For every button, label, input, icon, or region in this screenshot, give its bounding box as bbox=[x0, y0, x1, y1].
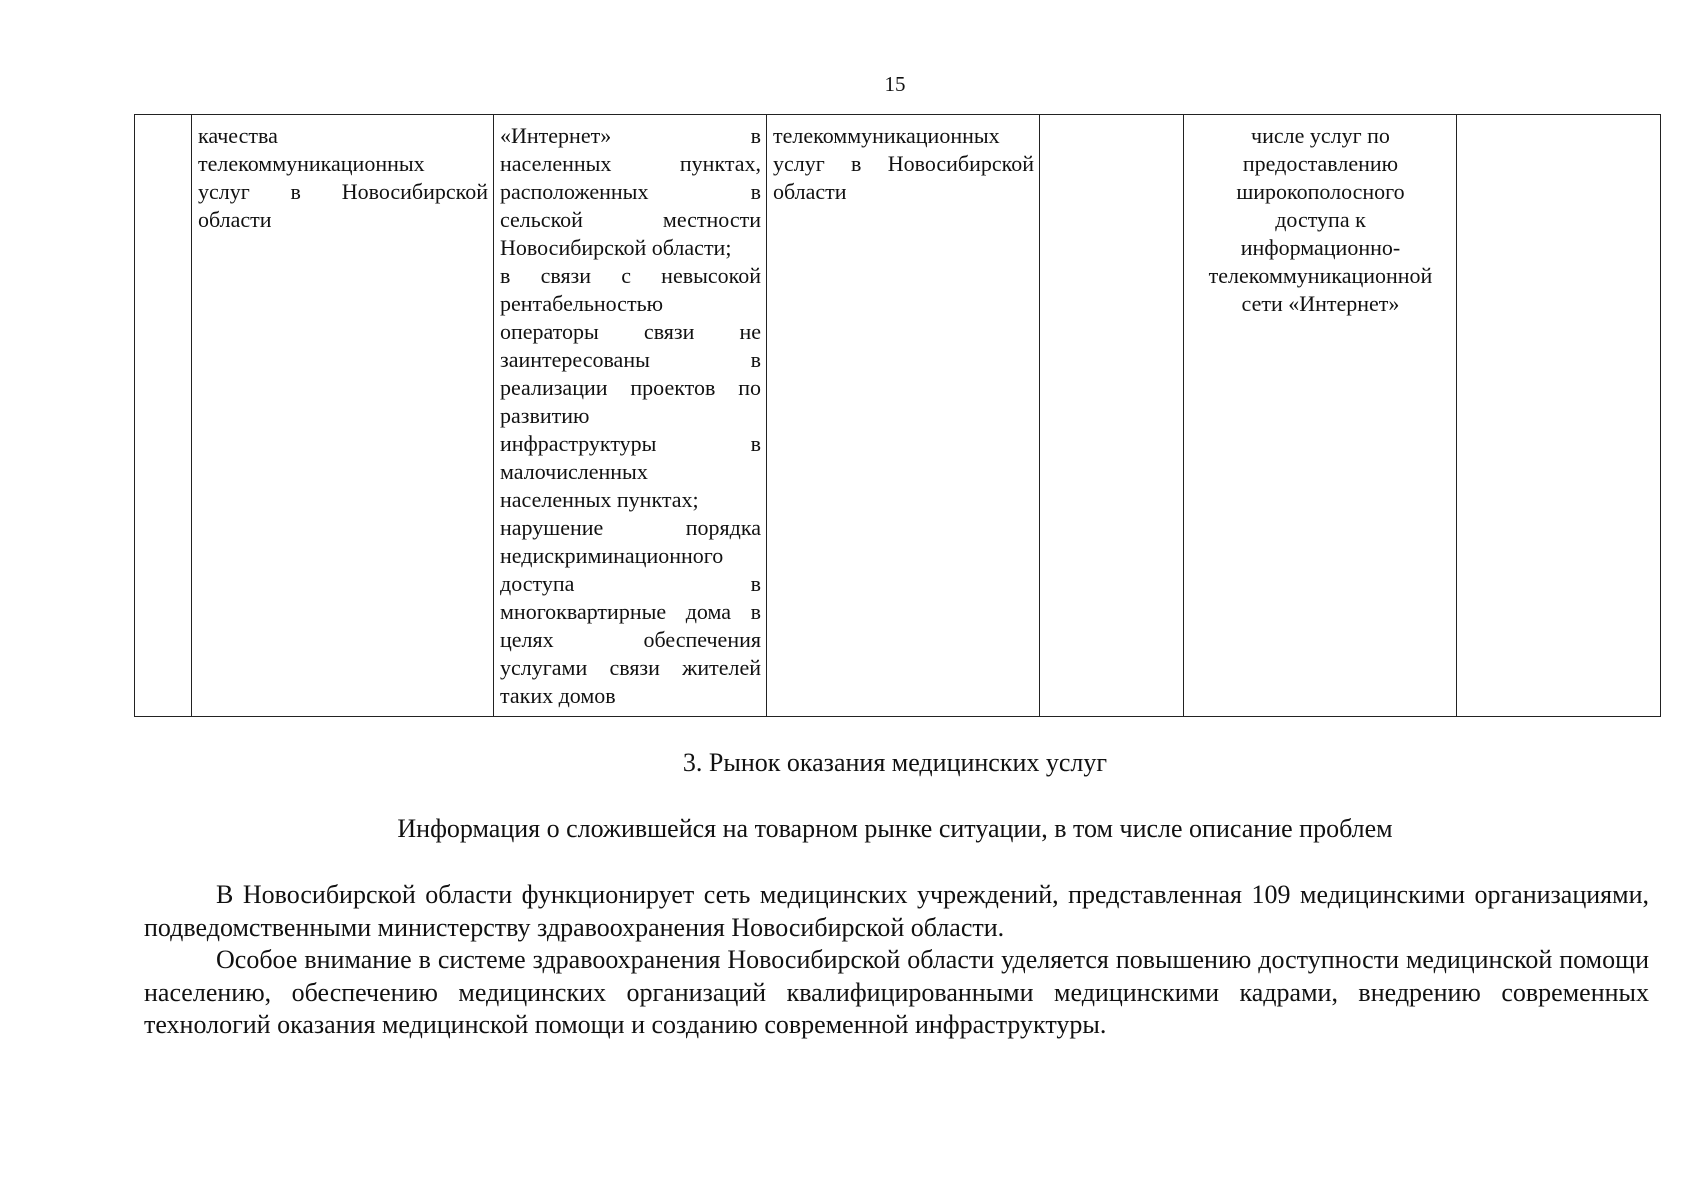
cell-line: предоставлению bbox=[1242, 151, 1399, 176]
subsection-title: Информация о сложившейся на товарном рынке ситуации, в том числе описание проблем bbox=[397, 814, 1393, 843]
table-cell-deadline bbox=[1040, 115, 1184, 717]
table-cell-result bbox=[1184, 115, 1457, 717]
cell-line: развитию bbox=[500, 403, 590, 428]
table-row bbox=[135, 115, 1661, 717]
cell-line: Новосибирской области; bbox=[500, 235, 732, 260]
cell-line: населенных пунктах, bbox=[500, 151, 761, 176]
cell-line: реализации проектов по bbox=[500, 375, 761, 400]
cell-line: малочисленных bbox=[500, 459, 648, 484]
paragraph: В Новосибирской области функционирует сеть медицинских учреждений, представленная 109 медицинскими организациями, подведомственными министерству здравоохранения Новосибирской области. bbox=[144, 880, 1649, 942]
cell-line: рентабельностью bbox=[500, 291, 664, 316]
cell-line: услуг в Новосибирской bbox=[198, 179, 488, 204]
table-cell-problems bbox=[494, 115, 767, 717]
table-cell-number bbox=[135, 115, 192, 717]
cell-line: услугами связи жителей bbox=[500, 655, 761, 680]
continuation-table bbox=[134, 114, 1661, 717]
page-number: 15 bbox=[884, 72, 906, 96]
cell-line: области bbox=[773, 179, 847, 204]
table-cell-description bbox=[192, 115, 494, 717]
cell-line: телекоммуникационной bbox=[1208, 263, 1433, 288]
cell-line: телекоммуникационных bbox=[198, 151, 425, 176]
cell-line: области bbox=[198, 207, 272, 232]
table-cell-goal bbox=[767, 115, 1040, 717]
cell-line: качества bbox=[198, 123, 278, 148]
cell-line: целях обеспечения bbox=[500, 627, 761, 652]
cell-line: расположенных в bbox=[500, 179, 761, 204]
cell-line: нарушение порядка bbox=[500, 515, 761, 540]
cell-line: сельской местности bbox=[500, 207, 761, 232]
cell-line: информационно- bbox=[1240, 235, 1401, 260]
cell-line: доступа к bbox=[1275, 207, 1366, 232]
cell-line: операторы связи не bbox=[500, 319, 761, 344]
cell-line: инфраструктуры в bbox=[500, 431, 761, 456]
cell-line: доступа в bbox=[500, 571, 761, 596]
cell-line: многоквартирные дома в bbox=[500, 599, 761, 624]
cell-line: населенных пунктах; bbox=[500, 487, 699, 512]
body-text bbox=[144, 879, 1649, 1042]
paragraph: Особое внимание в системе здравоохранения Новосибирской области уделяется повышению доступности медицинской помощи населению, обеспечению медицинских организаций квалифицированными медицинскими кадрами, внедрению современных технологий оказания медицинской помощи и созданию современной инфраструктуры. bbox=[144, 945, 1649, 1039]
cell-line: заинтересованы в bbox=[500, 347, 761, 372]
cell-line: таких домов bbox=[500, 683, 616, 708]
cell-line: широкополосного bbox=[1236, 179, 1405, 204]
table-cell-responsible bbox=[1457, 115, 1661, 717]
cell-line: сети «Интернет» bbox=[1241, 291, 1400, 316]
cell-line: телекоммуникационных bbox=[773, 123, 1000, 148]
cell-line: «Интернет» в bbox=[500, 123, 761, 148]
cell-line: в связи с невысокой bbox=[500, 263, 761, 288]
cell-line: числе услуг по bbox=[1251, 123, 1390, 148]
cell-line: услуг в Новосибирской bbox=[773, 151, 1034, 176]
cell-line: недискриминационного bbox=[500, 543, 724, 568]
section-title: 3. Рынок оказания медицинских услуг bbox=[682, 748, 1108, 777]
